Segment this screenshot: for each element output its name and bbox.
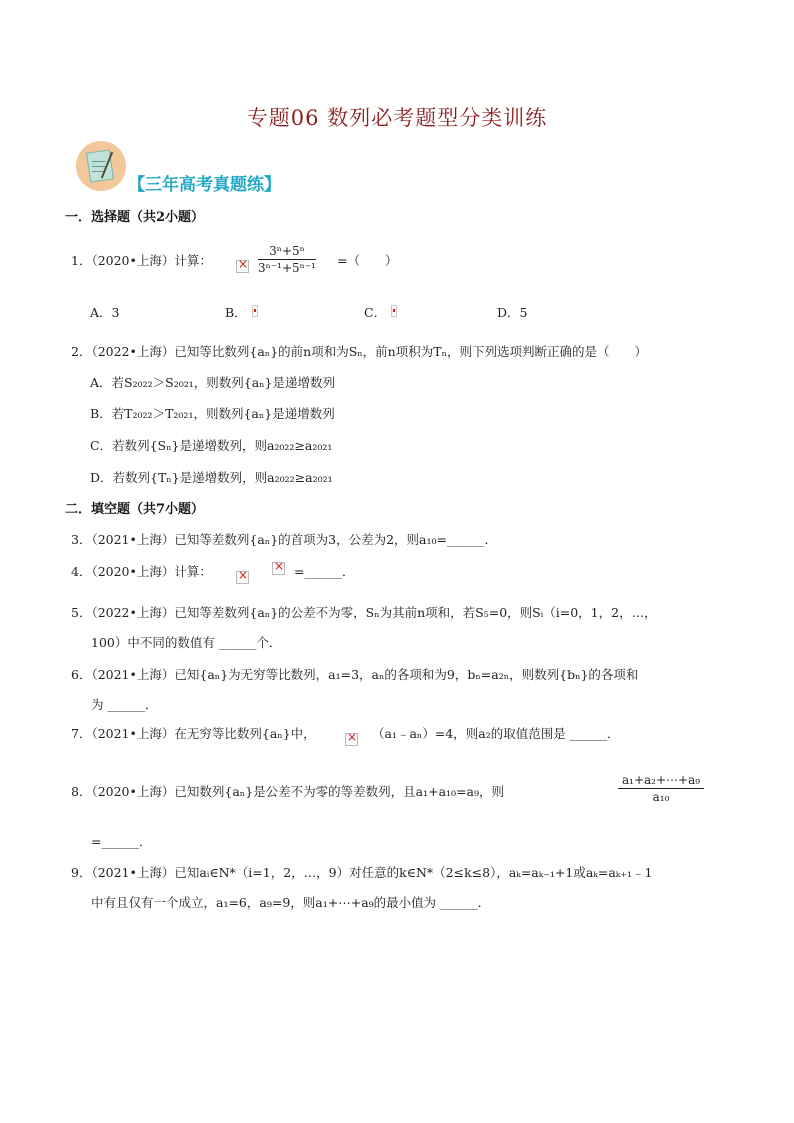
section-banner: 【三年高考真题练】 — [128, 175, 281, 195]
question-2-option-d: D．若数列{Tₙ}是递增数列，则a₂₀₂₂≥a₂₀₂₁ — [90, 470, 333, 485]
question-4-prefix: 4．（2020•上海）计算： — [71, 564, 212, 579]
broken-image-icon — [345, 733, 358, 746]
question-8-denominator: a₁₀ — [652, 790, 670, 804]
question-8-line-2: =______． — [91, 834, 152, 849]
section-heading-fill: 二．填空题（共7小题） — [65, 502, 205, 517]
question-5-line-2: 100）中不同的数值有 ______个． — [91, 635, 282, 650]
question-5-line-1: 5．（2022•上海）已知等差数列{aₙ}的公差不为零，Sₙ为其前n项和，若S₅=0，则Sᵢ（i=0，1，2，…， — [71, 605, 657, 620]
broken-image-icon — [236, 571, 249, 584]
question-2-option-b: B．若T₂₀₂₂＞T₂₀₂₁，则数列{aₙ}是递增数列 — [90, 406, 335, 421]
question-4-suffix: =______． — [294, 564, 355, 579]
question-2-option-a: A．若S₂₀₂₂＞S₂₀₂₁，则数列{aₙ}是递增数列 — [90, 375, 336, 390]
question-8-numerator: a₁+a₂+⋯+a₉ — [618, 772, 704, 789]
question-1-option-b: B． — [225, 305, 247, 320]
question-3: 3．（2021•上海）已知等差数列{aₙ}的首项为3，公差为2，则a₁₀=______． — [71, 532, 498, 547]
question-8-fraction — [618, 772, 704, 805]
question-9-line-2: 中有且仅有一个成立，a₁=6，a₉=9，则a₁+⋯+a₉的最小值为 ______． — [91, 895, 491, 910]
question-1-fraction — [258, 243, 316, 276]
question-1-option-c: C． — [364, 305, 387, 320]
question-9-line-1: 9．（2021•上海）已知aᵢ∈N*（i=1，2，…，9）对任意的k∈N*（2≤k≤8），aₖ=aₖ₋₁+1或aₖ=aₖ₊₁﹣1 — [71, 865, 653, 880]
question-1-option-a: A．3 — [90, 305, 120, 320]
question-7-suffix: （a₁﹣aₙ）=4，则a₂的取值范围是 ______． — [372, 726, 620, 741]
question-1-suffix: =（ ） — [337, 253, 398, 268]
broken-image-icon — [252, 305, 258, 317]
question-2-option-c: C．若数列{Sₙ}是递增数列，则a₂₀₂₂≥a₂₀₂₁ — [90, 438, 333, 453]
document-title: 专题06 数列必考题型分类训练 — [246, 106, 548, 130]
question-1-option-d: D．5 — [497, 305, 528, 320]
question-6-line-1: 6．（2021•上海）已知{aₙ}为无穷等比数列，a₁=3，aₙ的各项和为9，bₙ=a₂ₙ，则数列{bₙ}的各项和 — [71, 667, 639, 682]
question-1-numerator: 3ⁿ+5ⁿ — [258, 243, 316, 260]
question-7-prefix: 7．（2021•上海）在无穷等比数列{aₙ}中， — [71, 726, 316, 741]
question-1-prefix: 1．（2020•上海）计算： — [71, 253, 212, 268]
broken-image-icon — [236, 260, 249, 273]
broken-image-icon — [272, 562, 285, 575]
question-8-prefix: 8．（2020•上海）已知数列{aₙ}是公差不为零的等差数列，且a₁+a₁₀=a₉，则 — [71, 784, 505, 799]
section-logo-icon — [76, 141, 126, 191]
broken-image-icon — [391, 305, 397, 317]
question-6-line-2: 为 ______． — [91, 697, 158, 712]
section-heading-choice: 一．选择题（共2小题） — [65, 210, 205, 225]
question-2-stem: 2．（2022•上海）已知等比数列{aₙ}的前n项和为Sₙ，前n项积为Tₙ，则下列选项判断正确的是（ ） — [71, 344, 647, 359]
question-1-denominator: 3ⁿ⁻¹+5ⁿ⁻¹ — [258, 261, 316, 275]
